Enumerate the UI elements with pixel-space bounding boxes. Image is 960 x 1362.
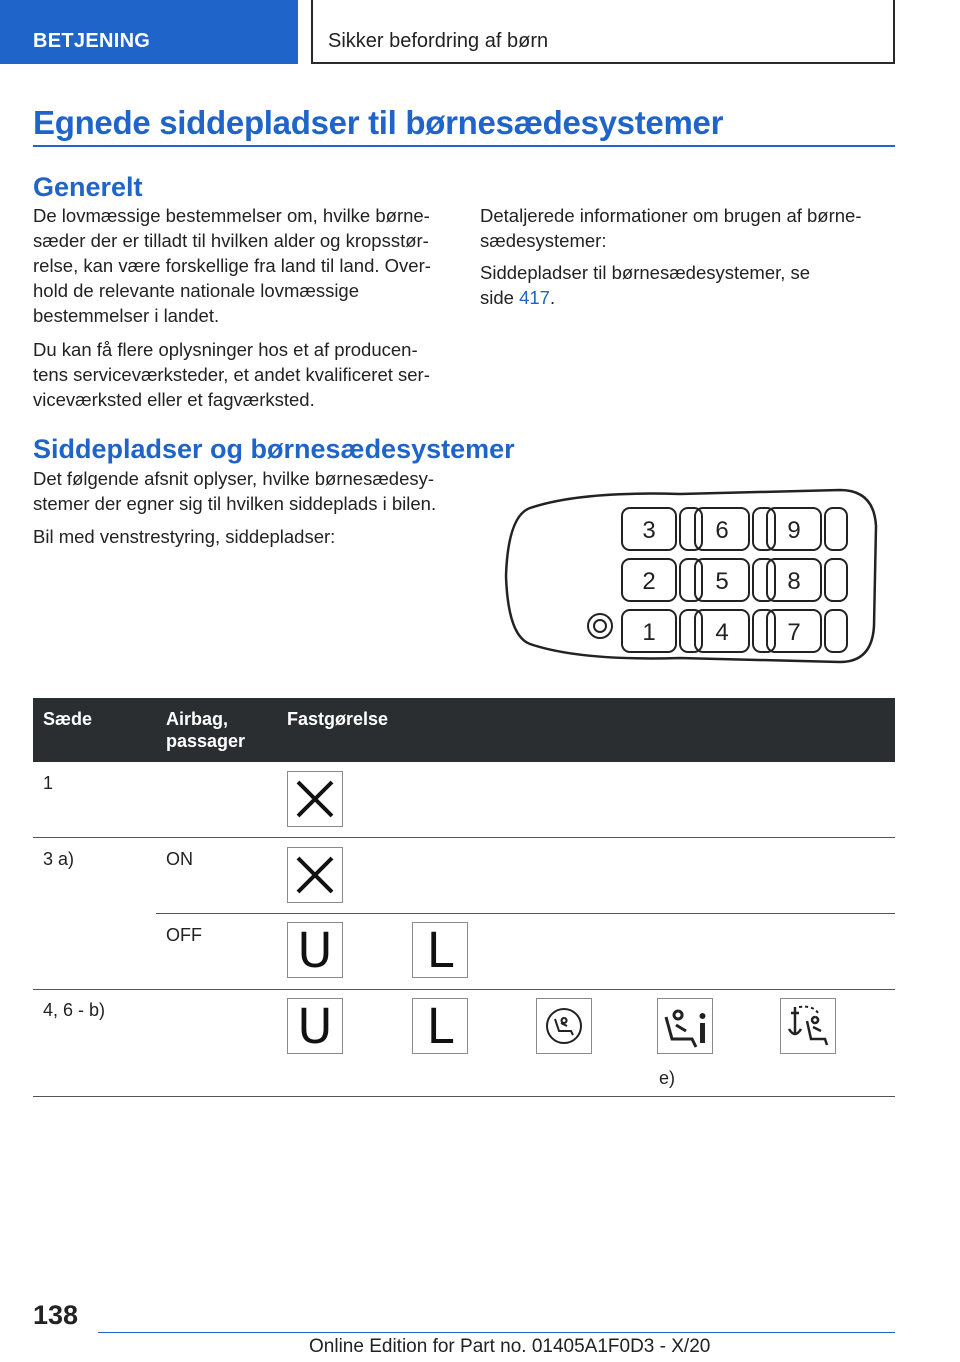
seats-heading: Siddepladser og børnesædesystemer (33, 434, 515, 464)
seats-paragraph-2: Bil med venstrestyring, siddepladser: (33, 526, 336, 547)
column-header-seat: Sæde (43, 709, 93, 729)
cell-seat: 4, 6 - b) (43, 1000, 106, 1020)
cell-seat: 3 a) (43, 849, 75, 869)
row-divider (33, 837, 895, 838)
section-tab (0, 0, 298, 64)
seat-back (753, 559, 775, 601)
chapter-label: Sikker befordring af børn (328, 30, 549, 52)
text-line: Du kan få flere oplysninger hos et af producen- (33, 339, 418, 360)
general-heading: Generelt (33, 172, 143, 202)
text-line: viceværksted eller et fagværksted. (33, 389, 315, 410)
page-title: Egnede siddepladser til børnesædesystemer (33, 104, 724, 141)
footnote-marker: e) (659, 1068, 676, 1088)
text-line: hold de relevante nationale lovmæssige (33, 280, 360, 301)
steering-wheel-icon (588, 614, 612, 638)
icon-letter: L (426, 999, 454, 1055)
general-paragraph-1 (33, 203, 453, 328)
chapter-tab (311, 0, 895, 64)
seat-number: 7 (787, 619, 801, 646)
seat-number: 8 (787, 568, 801, 595)
cell-airbag: ON (166, 849, 193, 869)
general-paragraph-2 (33, 337, 453, 412)
footer-text: Online Edition for Part no. 01405A1F0D3 - X/20 (309, 1336, 711, 1357)
text-line: sæder der er tilladt til hvilken alder og kropsstør- (33, 230, 429, 251)
steering-wheel-hub (594, 620, 606, 632)
semi-universal-l-icon (412, 922, 468, 978)
seat-back (680, 559, 702, 601)
text-line: Detaljerede informationer om brugen af børne- (480, 205, 862, 226)
column-header-mounting: Fastgørelse (287, 709, 389, 729)
seat-back (825, 610, 847, 652)
row-divider (33, 1096, 895, 1097)
seat-back (825, 559, 847, 601)
page-link[interactable]: 417 (519, 287, 550, 308)
cell-airbag: OFF (166, 925, 202, 945)
text-line: bestemmelser i landet. (33, 305, 220, 326)
footer-rule (98, 1332, 895, 1333)
universal-u-icon (287, 922, 343, 978)
text-line: Det følgende afsnit oplyser, hvilke børnesædesy- (33, 468, 435, 489)
seat-back (680, 508, 702, 550)
row-divider (33, 989, 895, 990)
seat-number: 1 (642, 619, 656, 646)
seat-number: 2 (642, 568, 656, 595)
text-line: De lovmæssige bestemmelser om, hvilke børne- (33, 205, 430, 226)
general-paragraph-4 (480, 260, 895, 310)
seat-layout-diagram (500, 486, 878, 666)
column-header-airbag (166, 708, 245, 752)
text-fragment: . (549, 287, 556, 308)
seat-back (680, 610, 702, 652)
table-header (33, 698, 895, 762)
row-divider (156, 913, 895, 914)
header-line: Airbag, (166, 709, 229, 729)
icon-letter: L (426, 923, 454, 979)
seat-back (753, 610, 775, 652)
seat-number: 4 (715, 619, 729, 646)
seat-number: 6 (715, 517, 729, 544)
general-paragraph-3 (480, 203, 895, 253)
seat-back (753, 508, 775, 550)
text-line: relse, kan være forskellige fra land til land. Over- (33, 255, 431, 276)
top-tether-icon (780, 998, 836, 1054)
semi-universal-l-icon (412, 998, 468, 1054)
text-line: stemer der egner sig til hvilken siddeplads i bilen. (33, 493, 437, 514)
cell-seat: 1 (43, 773, 54, 793)
header-line: passager (166, 731, 246, 751)
i-size-icon (657, 998, 713, 1054)
seats-paragraph-1 (33, 466, 473, 516)
seat-number: 3 (642, 517, 656, 544)
title-underline (33, 145, 895, 147)
universal-u-icon (287, 998, 343, 1054)
section-label: BETJENING (33, 30, 151, 52)
text-line: sædesystemer: (480, 230, 607, 251)
text-fragment: side (480, 287, 520, 308)
seat-number: 9 (787, 517, 801, 544)
seat-back (825, 508, 847, 550)
icon-letter: U (297, 923, 333, 979)
text-line (480, 285, 895, 310)
isofix-seat-icon (536, 998, 592, 1054)
seat-number: 5 (715, 568, 729, 595)
cross-icon (287, 847, 343, 903)
icon-letter: U (297, 999, 333, 1055)
cross-icon (287, 771, 343, 827)
text-line: tens serviceværksteder, et andet kvalificeret ser- (33, 364, 430, 385)
text-line: Siddepladser til børnesædesystemer, se (480, 262, 811, 283)
page-number: 138 (33, 1300, 79, 1330)
